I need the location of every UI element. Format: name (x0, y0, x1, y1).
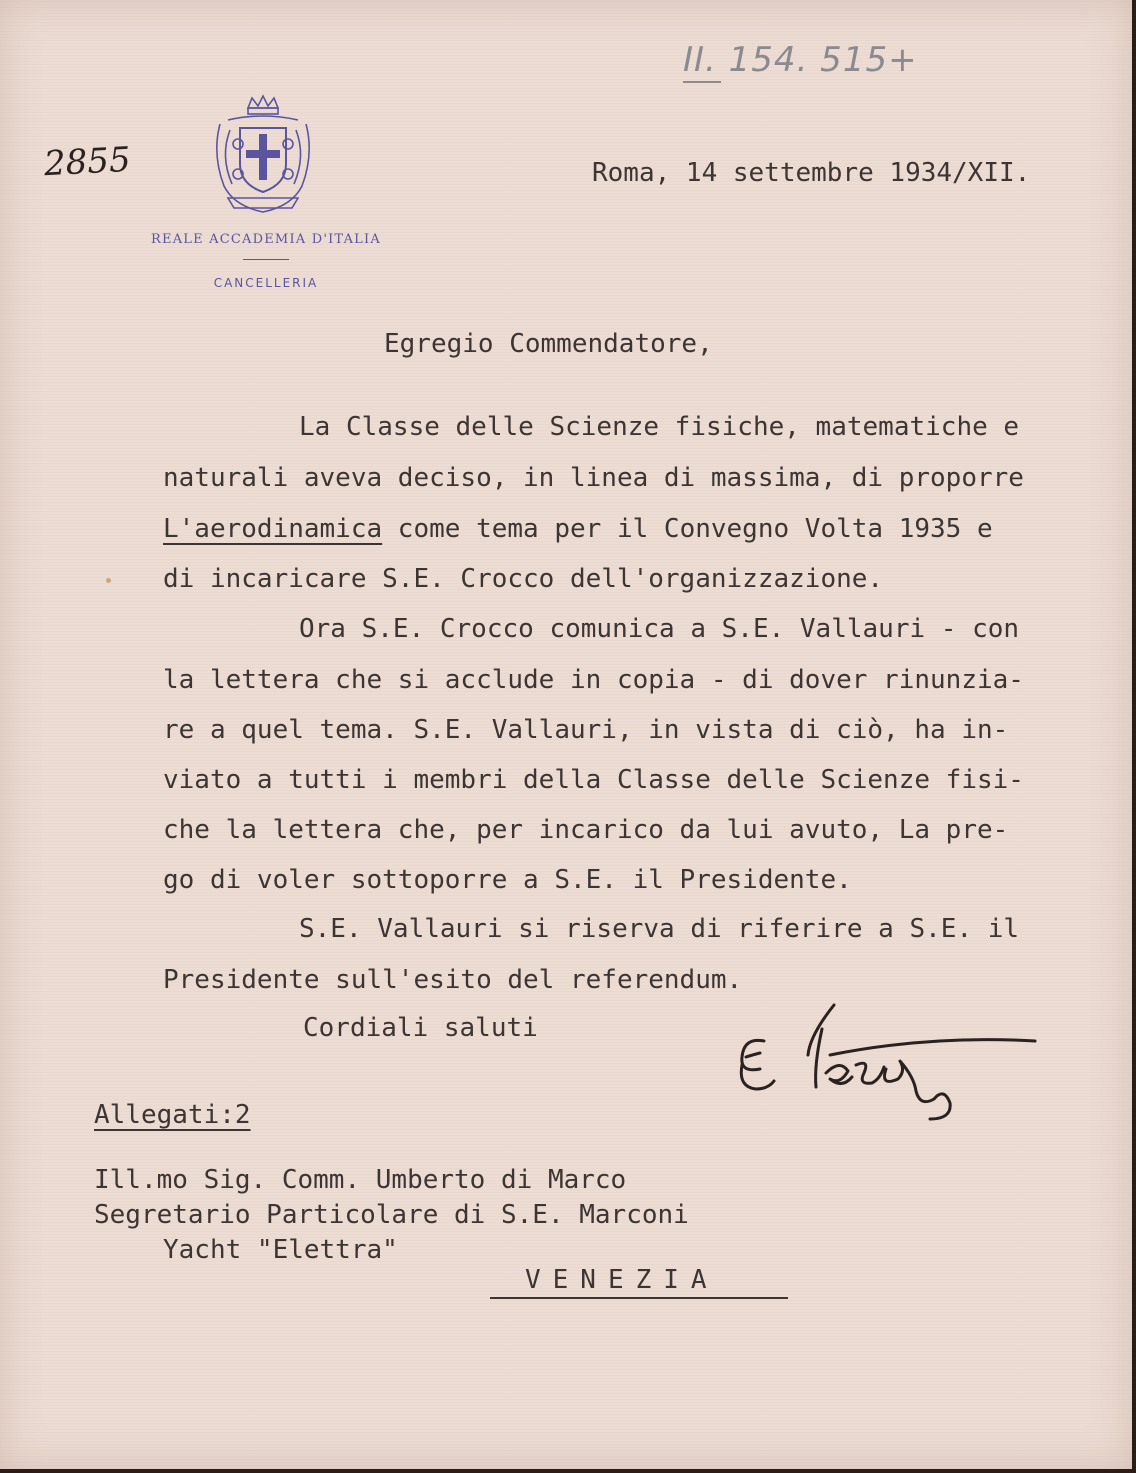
letterhead-office: CANCELLERIA (213, 276, 319, 290)
body-p3-line1: S.E. Vallauri si riserva di riferire a S.E. il (299, 914, 1020, 944)
body-p1-line4: di incaricare S.E. Crocco dell'organizzazione. (163, 564, 884, 594)
attachments-label: Allegati:2 (94, 1100, 251, 1130)
margin-mark (106, 578, 111, 583)
body-p2-line6: go di voler sottoporre a S.E. il Presidente. (163, 865, 852, 895)
letterhead (126, 232, 406, 290)
topic-underlined: L'aerodinamica (163, 514, 383, 544)
salutation: Egregio Commendatore, (384, 329, 713, 359)
address-city-underline (490, 1297, 788, 1299)
address-city: VENEZIA (525, 1265, 719, 1295)
body-p3-line2: Presidente sull'esito del referendum. (163, 965, 743, 995)
body-p2-line3: re a quel tema. S.E. Vallauri, in vista di ciò, ha in- (163, 715, 1009, 745)
body-p2-line1: Ora S.E. Crocco comunica a S.E. Vallauri - con (299, 614, 1020, 644)
signature-icon (730, 995, 1050, 1135)
archive-reference-underline (683, 81, 721, 83)
letterhead-divider (243, 259, 289, 260)
body-p2-line5: che la lettera che, per incarico da lui avuto, La pre- (163, 815, 1009, 845)
body-p1-line3-rest: come tema per il Convegno Volta 1935 e (382, 514, 993, 544)
dateline: Roma, 14 settembre 1934/XII. (592, 158, 1031, 188)
address-line2: Segretario Particolare di S.E. Marconi (94, 1200, 689, 1230)
body-p1-line3 (163, 514, 993, 544)
archive-reference: II. 154. 515+ (683, 40, 918, 80)
body-p2-line4: viato a tutti i membri della Classe delle Scienze fisi- (163, 765, 1024, 795)
body-p1-line2: naturali aveva deciso, in linea di massima, di proporre (163, 463, 1024, 493)
address-line3: Yacht "Elettra" (163, 1235, 398, 1265)
crest-icon (208, 94, 318, 220)
letterhead-academy: REALE ACCADEMIA D'ITALIA (151, 232, 381, 247)
document-number: 2855 (43, 139, 132, 185)
closing: Cordiali saluti (303, 1013, 538, 1043)
address-line1: Ill.mo Sig. Comm. Umberto di Marco (94, 1165, 627, 1195)
body-p2-line2: la lettera che si acclude in copia - di dover rinunzia- (163, 665, 1024, 695)
body-p1-line1: La Classe delle Scienze fisiche, matematiche e (299, 412, 1020, 442)
